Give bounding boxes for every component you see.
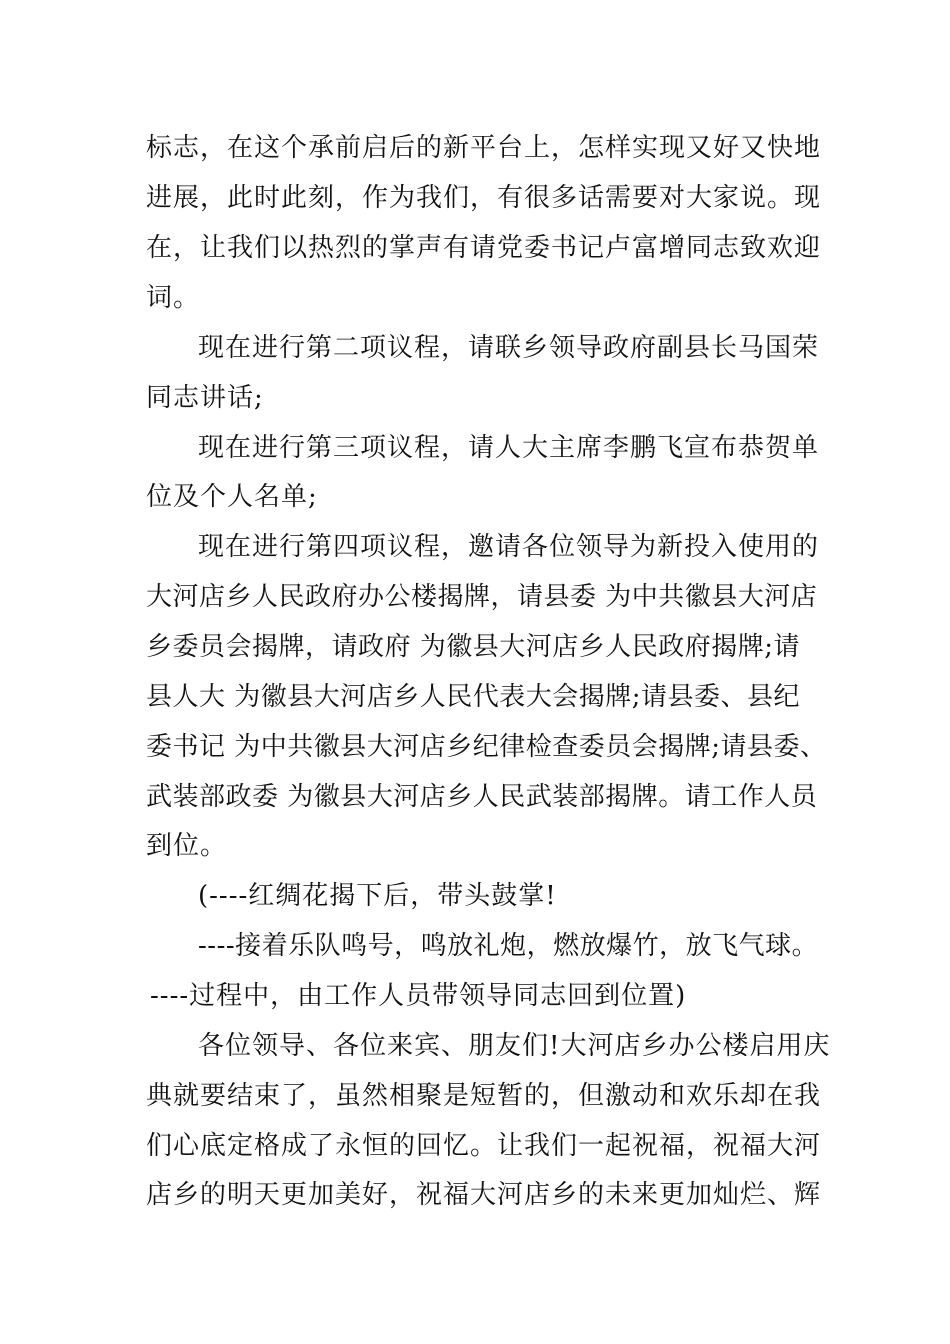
text-line: 大河店乡人民政府办公楼揭牌，请县委 为中共徽县大河店 (146, 582, 818, 612)
text-line: 在，让我们以热烈的掌声有请党委书记卢富增同志致欢迎 (146, 233, 822, 263)
text-line: ----过程中，由工作人员带领导同志回到位置) (150, 981, 687, 1011)
text-line: 同志讲话; (146, 383, 264, 413)
text-line: 到位。 (146, 831, 228, 861)
text-line: 标志，在这个承前启后的新平台上，怎样实现又好又快地 (146, 133, 822, 163)
text-line: 委书记 为中共徽县大河店乡纪律检查委员会揭牌;请县委、 (146, 732, 827, 762)
text-line: 词。 (146, 283, 201, 313)
text-line: 进展，此时此刻，作为我们，有很多话需要对大家说。现 (146, 183, 822, 213)
text-line: 乡委员会揭牌，请政府 为徽县大河店乡人民政府揭牌;请 (146, 632, 801, 662)
text-line: ----接着乐队鸣号，鸣放礼炮，燃放爆竹，放飞气球。 (198, 931, 819, 961)
text-line: 们心底定格成了永恒的回忆。让我们一起祝福，祝福大河 (146, 1131, 822, 1161)
text-line: 现在进行第四项议程，邀请各位领导为新投入使用的 (198, 532, 820, 562)
text-line: 位及个人名单; (146, 482, 318, 512)
text-line: 县人大 为徽县大河店乡人民代表大会揭牌;请县委、县纪 (146, 682, 801, 712)
text-line: 现在进行第二项议程，请联乡领导政府副县长马国荣 (198, 333, 820, 363)
text-line: 各位领导、各位来宾、朋友们!大河店乡办公楼启用庆 (198, 1031, 831, 1061)
text-line: 典就要结束了，虽然相聚是短暂的，但激动和欢乐却在我 (146, 1081, 822, 1111)
text-line: 现在进行第三项议程，请人大主席李鹏飞宣布恭贺单 (198, 433, 820, 463)
text-line: 武装部政委 为徽县大河店乡人民武装部揭牌。请工作人员 (146, 782, 818, 812)
text-line: (----红绸花揭下后，带头鼓掌! (198, 881, 557, 911)
text-line: 店乡的明天更加美好，祝福大河店乡的未来更加灿烂、辉 (146, 1180, 822, 1210)
